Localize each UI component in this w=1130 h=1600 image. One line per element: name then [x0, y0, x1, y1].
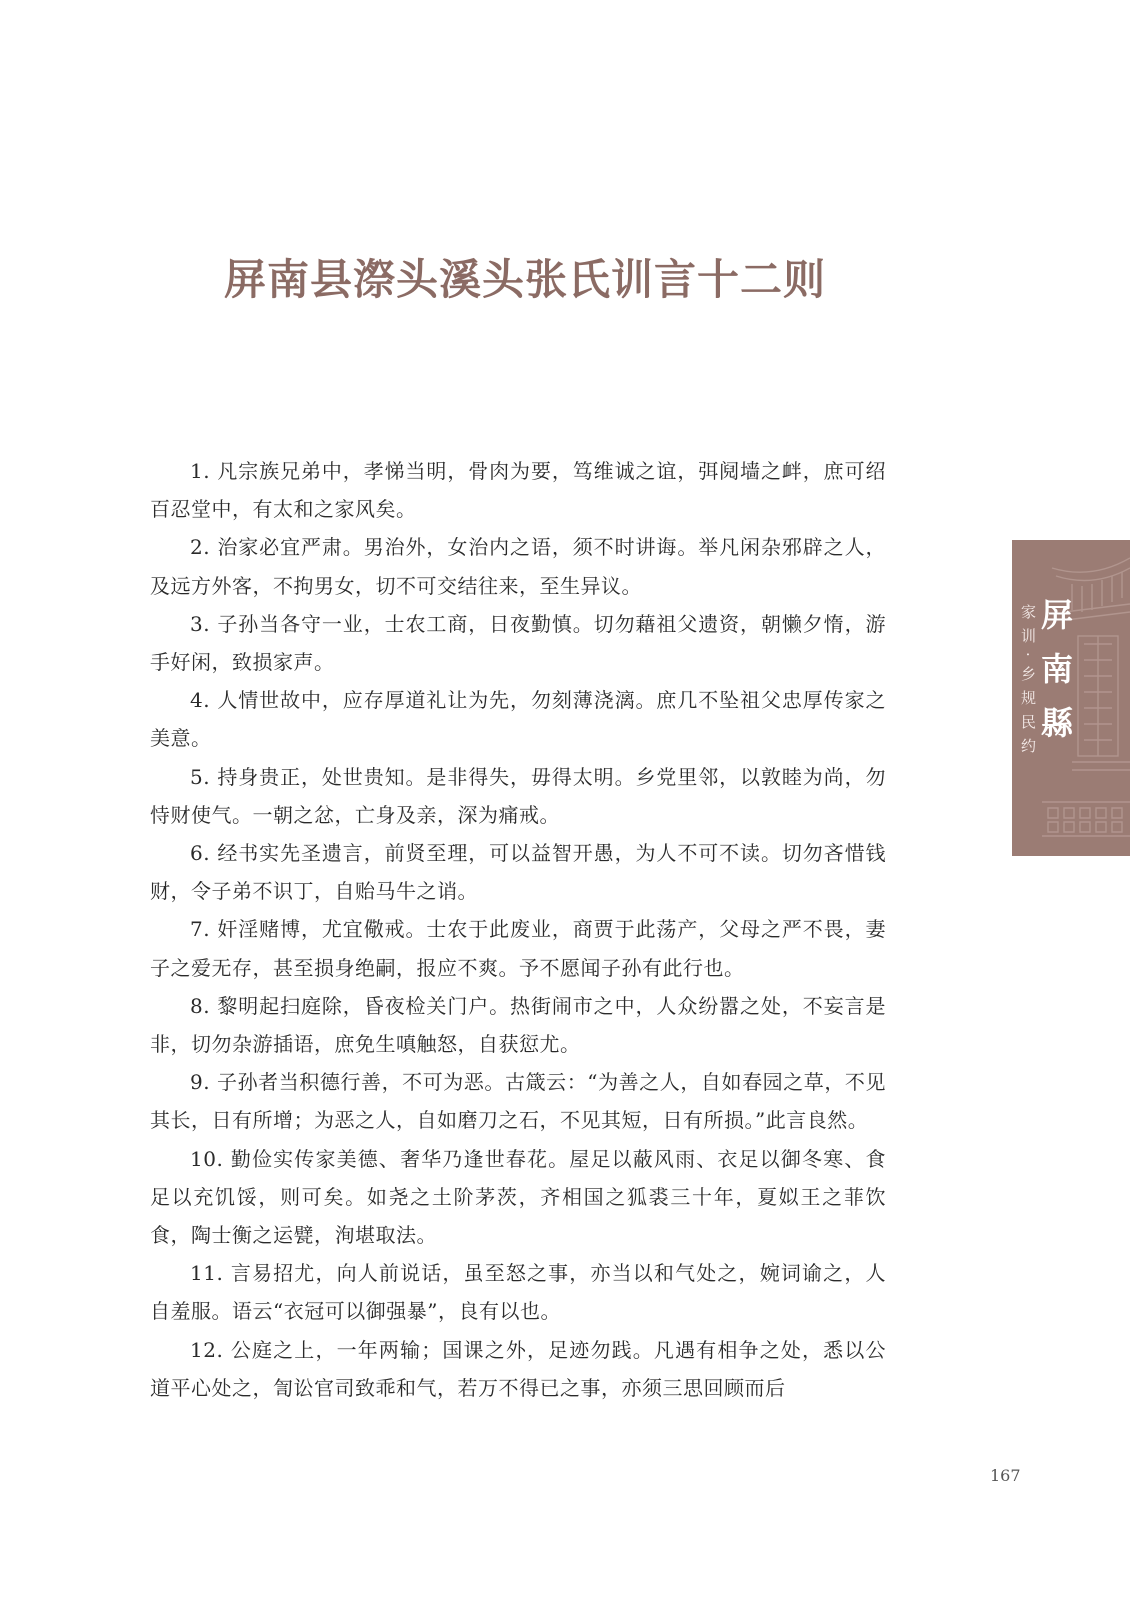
rule-4: 4. 人情世故中，应存厚道礼让为先，勿刻薄浇漓。庶几不坠祖父忠厚传家之美意。	[150, 688, 886, 751]
rule-3: 3. 子孙当各守一业，士农工商，日夜勤慎。切勿藉祖父遗资，朝懒夕惰，游手好闲，致损家声。	[150, 611, 886, 675]
rule-6: 6. 经书实先圣遗言，前贤至理，可以益智开愚，为人不可不读。切勿吝惜钱财，令子弟不识丁，自贻马牛之诮。	[150, 841, 886, 904]
section-name: 家训·乡规民约	[1019, 604, 1037, 762]
body-text	[150, 452, 886, 1407]
rule-12: 12. 公庭之上，一年两输；国课之外，足迹勿践。凡遇有相争之处，悉以公道平心处之，訇讼官司致乖和气，若万不得已之事，亦须三思回顾而后	[150, 1337, 886, 1400]
rule-7: 7. 奸淫赌博，尤宜儆戒。士农于此废业，商贾于此荡产，父母之严不畏，妻子之爱无存，甚至损身绝嗣，报应不爽。予不愿闻子孙有此行也。	[150, 917, 886, 980]
rule-11: 11. 言易招尤，向人前说话，虽至怒之事，亦当以和气处之，婉词谕之，人自羞服。语云“衣冠可以御强暴”，良有以也。	[150, 1261, 886, 1324]
rule-2: 2. 治家必宜严肃。男治外，女治内之语，须不时讲诲。举凡闲杂邪辟之人，及远方外客，不拘男女，切不可交结往来，至生异议。	[150, 535, 886, 598]
page-number: 167	[990, 1466, 1021, 1485]
chapter-side-tab	[1012, 540, 1130, 856]
page-title: 屏南县漈头溪头张氏训言十二则	[223, 255, 826, 304]
rule-9: 9. 子孙者当积德行善，不可为恶。古箴云：“为善之人，自如春园之草，不见其长，日有所增；为恶之人，自如磨刀之石，不见其短，日有所损。”此言良然。	[150, 1070, 886, 1133]
county-name: 屏南縣	[1036, 598, 1074, 760]
rule-5: 5. 持身贵正，处世贵知。是非得失，毋得太明。乡党里邻，以敦睦为尚，勿恃财使气。一朝之忿，亡身及亲，深为痛戒。	[150, 764, 886, 827]
rule-10: 10. 勤俭实传家美德、奢华乃逢世春花。屋足以蔽风雨、衣足以御冬寒、食足以充饥馁，则可矣。如尧之土阶茅茨，齐相国之狐裘三十年，夏姒王之菲饮食，陶士衡之运甓，洵堪取法。	[150, 1146, 886, 1248]
rule-8: 8. 黎明起扫庭除，昏夜检关门户。热街闹市之中，人众纷嚣之处，不妄言是非，切勿杂游插语，庶免生嗔触怒，自获愆尤。	[150, 993, 886, 1057]
rule-1: 1. 凡宗族兄弟中，孝悌当明，骨肉为要，笃维诚之谊，弭阋墙之衅，庶可绍百忍堂中，有太和之家风矣。	[150, 459, 886, 522]
